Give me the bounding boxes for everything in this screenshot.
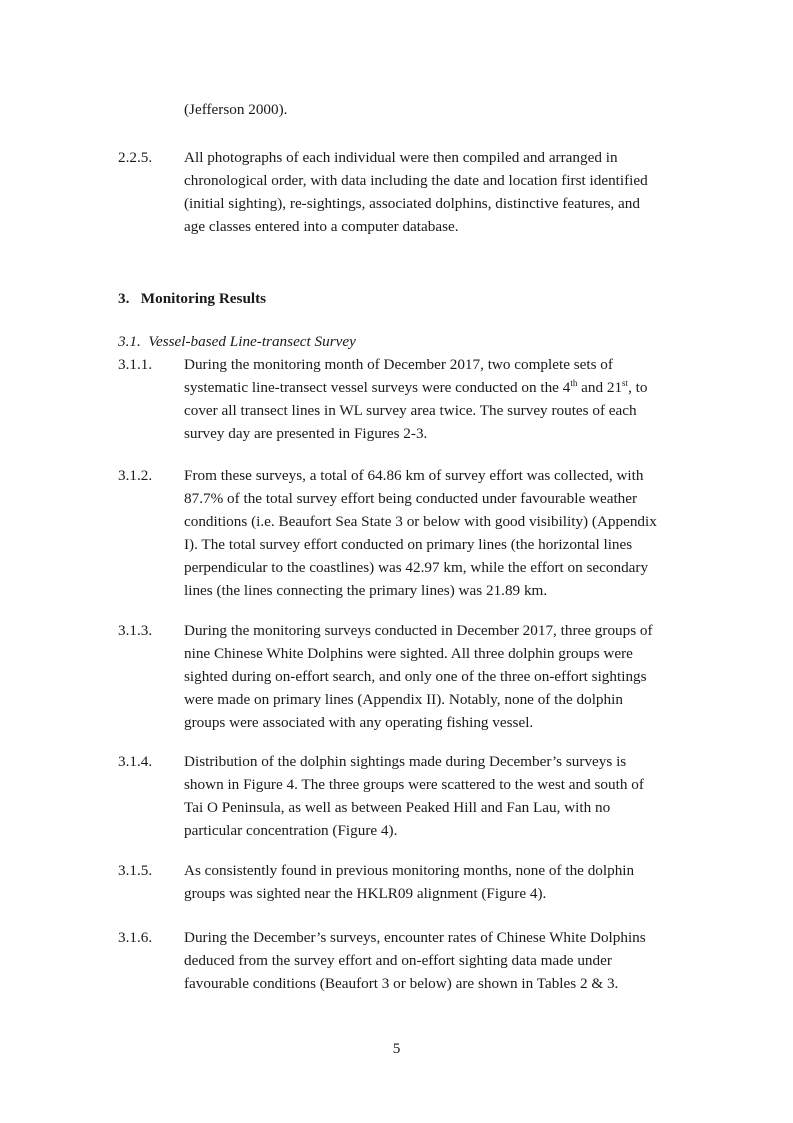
paragraph-line: As consistently found in previous monitoring months, none of the dolphin xyxy=(184,862,635,879)
paragraph-3-1-3 xyxy=(184,619,684,734)
paragraph-number-3-1-5: 3.1.5. xyxy=(118,862,153,879)
paragraph-3-1-4 xyxy=(184,750,684,842)
paragraph-line: Distribution of the dolphin sightings made during December’s surveys is xyxy=(184,753,627,770)
paragraph-number-3-1-1: 3.1.1. xyxy=(118,356,153,373)
page-number: 5 xyxy=(392,1040,401,1057)
paragraph-line: perpendicular to the coastlines) was 42.97 km, while the effort on secondary xyxy=(184,559,649,576)
paragraph-line: During the December’s surveys, encounter rates of Chinese White Dolphins xyxy=(184,929,646,946)
paragraph-number-3-1-6: 3.1.6. xyxy=(118,929,153,946)
paragraph-number-3-1-3: 3.1.3. xyxy=(118,622,153,639)
paragraph-line: Tai O Peninsula, as well as between Peaked Hill and Fan Lau, with no xyxy=(184,799,611,816)
superscript: st xyxy=(622,378,629,388)
paragraph-3-1-1 xyxy=(184,353,684,445)
paragraph-line: (initial sighting), re-sightings, associated dolphins, distinctive features, and xyxy=(184,195,640,212)
paragraph-line: During the monitoring month of December 2017, two complete sets of xyxy=(184,356,613,373)
paragraph-line xyxy=(184,376,684,399)
paragraph-number-3-1-2: 3.1.2. xyxy=(118,467,153,484)
paragraph-line: chronological order, with data including the date and location first identified xyxy=(184,172,648,189)
paragraph-line: From these surveys, a total of 64.86 km of survey effort was collected, with xyxy=(184,467,644,484)
paragraph-line: groups were associated with any operating fishing vessel. xyxy=(184,714,534,731)
paragraph-line: particular concentration (Figure 4). xyxy=(184,822,398,839)
paragraph-number-2-2-5: 2.2.5. xyxy=(118,149,153,166)
paragraph-number-3-1-4: 3.1.4. xyxy=(118,753,153,770)
superscript: th xyxy=(570,378,578,388)
paragraph-line: age classes entered into a computer database. xyxy=(184,218,459,235)
paragraph-line: deduced from the survey effort and on-effort sighting data made under xyxy=(184,952,612,969)
paragraph-3-1-2 xyxy=(184,464,684,602)
paragraph-line: All photographs of each individual were then compiled and arranged in xyxy=(184,149,618,166)
paragraph-line: conditions (i.e. Beaufort Sea State 3 or below with good visibility) (Appendix xyxy=(184,513,657,530)
paragraph-line: During the monitoring surveys conducted in December 2017, three groups of xyxy=(184,622,653,639)
section-number: 3. xyxy=(118,290,130,307)
section-heading xyxy=(118,290,266,308)
paragraph-line: sighted during on-effort search, and only one of the three on-effort sightings xyxy=(184,668,647,685)
paragraph-line: were made on primary lines (Appendix II). Notably, none of the dolphin xyxy=(184,691,623,708)
subsection-heading xyxy=(118,333,356,351)
paragraph-line: survey day are presented in Figures 2-3. xyxy=(184,425,428,442)
paragraph-3-1-5 xyxy=(184,859,684,905)
text-run: and 21 xyxy=(577,379,623,396)
text-run: systematic line-transect vessel surveys were conducted on the 4 xyxy=(184,379,571,396)
continuation-text: (Jefferson 2000). xyxy=(184,101,288,118)
paragraph-line: favourable conditions (Beaufort 3 or below) are shown in Tables 2 & 3. xyxy=(184,975,619,992)
subsection-title: Vessel-based Line-transect Survey xyxy=(148,333,356,350)
subsection-number: 3.1. xyxy=(118,333,141,350)
paragraph-line: I). The total survey effort conducted on primary lines (the horizontal lines xyxy=(184,536,633,553)
paragraph-3-1-6 xyxy=(184,926,684,995)
paragraph-line: 87.7% of the total survey effort being conducted under favourable weather xyxy=(184,490,638,507)
paragraph-line: lines (the lines connecting the primary lines) was 21.89 km. xyxy=(184,582,548,599)
paragraph-line: shown in Figure 4. The three groups were scattered to the west and south of xyxy=(184,776,644,793)
text-run: , to xyxy=(628,379,648,396)
paragraph-line: nine Chinese White Dolphins were sighted. All three dolphin groups were xyxy=(184,645,633,662)
section-title: Monitoring Results xyxy=(140,290,267,307)
paragraph-line: groups was sighted near the HKLR09 alignment (Figure 4). xyxy=(184,885,547,902)
paragraph-line: cover all transect lines in WL survey area twice. The survey routes of each xyxy=(184,402,637,419)
paragraph-2-2-5 xyxy=(184,146,684,238)
